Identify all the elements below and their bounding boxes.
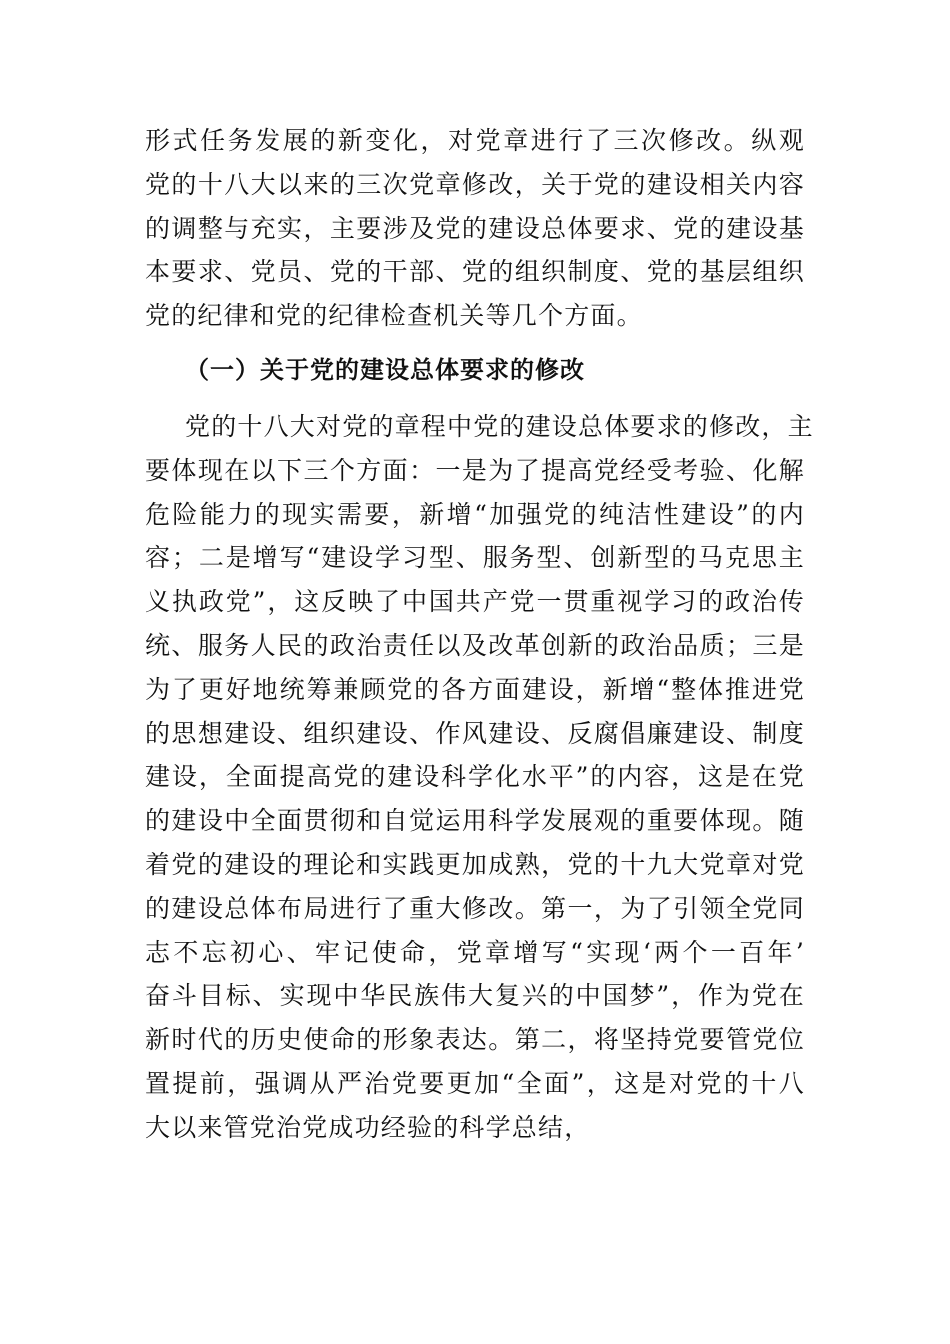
paragraph-line: 的建设总体布局进行了重大修改。第一，为了引领全党同 bbox=[145, 893, 805, 923]
paragraph-line: 为了更好地统筹兼顾党的各方面建设，新增“整体推进党 bbox=[145, 674, 805, 704]
paragraph-line: 置提前，强调从严治党要更加“全面”，这是对党的十八 bbox=[145, 1068, 805, 1098]
paragraph-line: 着党的建设的理论和实践更加成熟，党的十九大党章对党 bbox=[145, 849, 805, 879]
paragraph-1 bbox=[145, 119, 805, 338]
paragraph-line: 大以来管党治党成功经验的科学总结， bbox=[145, 1112, 591, 1142]
paragraph-2 bbox=[145, 405, 814, 1150]
paragraph-line: 新时代的历史使命的形象表达。第二，将坚持党要管党位 bbox=[145, 1025, 805, 1055]
paragraph-line: 党的十八大对党的章程中党的建设总体要求的修改，主 bbox=[185, 412, 814, 441]
paragraph-line: 危险能力的现实需要，新增“加强党的纯洁性建设”的内 bbox=[145, 499, 805, 529]
paragraph-line: 党的纪律和党的纪律检查机关等几个方面。 bbox=[145, 301, 643, 331]
paragraph-line: 志不忘初心、牢记使命，党章增写“实现‘两个一百年’ bbox=[145, 937, 805, 967]
section-heading: （一）关于党的建设总体要求的修改 bbox=[185, 356, 585, 384]
paragraph-line: 建设，全面提高党的建设科学化水平”的内容，这是在党 bbox=[145, 762, 805, 792]
paragraph-line: 的思想建设、组织建设、作风建设、反腐倡廉建设、制度 bbox=[145, 718, 805, 748]
paragraph-line: 形式任务发展的新变化，对党章进行了三次修改。纵观 bbox=[145, 126, 805, 155]
paragraph-line: 党的十八大以来的三次党章修改，关于党的建设相关内容 bbox=[145, 169, 805, 199]
paragraph-line: 奋斗目标、实现中华民族伟大复兴的中国梦”，作为党在 bbox=[145, 981, 805, 1011]
paragraph-line: 的建设中全面贯彻和自觉运用科学发展观的重要体现。随 bbox=[145, 806, 805, 836]
paragraph-line: 要体现在以下三个方面：一是为了提高党经受考验、化解 bbox=[145, 455, 805, 485]
paragraph-line: 的调整与充实，主要涉及党的建设总体要求、党的建设基 bbox=[145, 213, 805, 243]
paragraph-line: 本要求、党员、党的干部、党的组织制度、党的基层组织 bbox=[145, 257, 805, 287]
paragraph-line: 义执政党”，这反映了中国共产党一贯重视学习的政治传 bbox=[145, 587, 805, 617]
paragraph-line: 容；二是增写“建设学习型、服务型、创新型的马克思主 bbox=[145, 543, 805, 573]
paragraph-line: 统、服务人民的政治责任以及改革创新的政治品质；三是 bbox=[145, 630, 805, 660]
